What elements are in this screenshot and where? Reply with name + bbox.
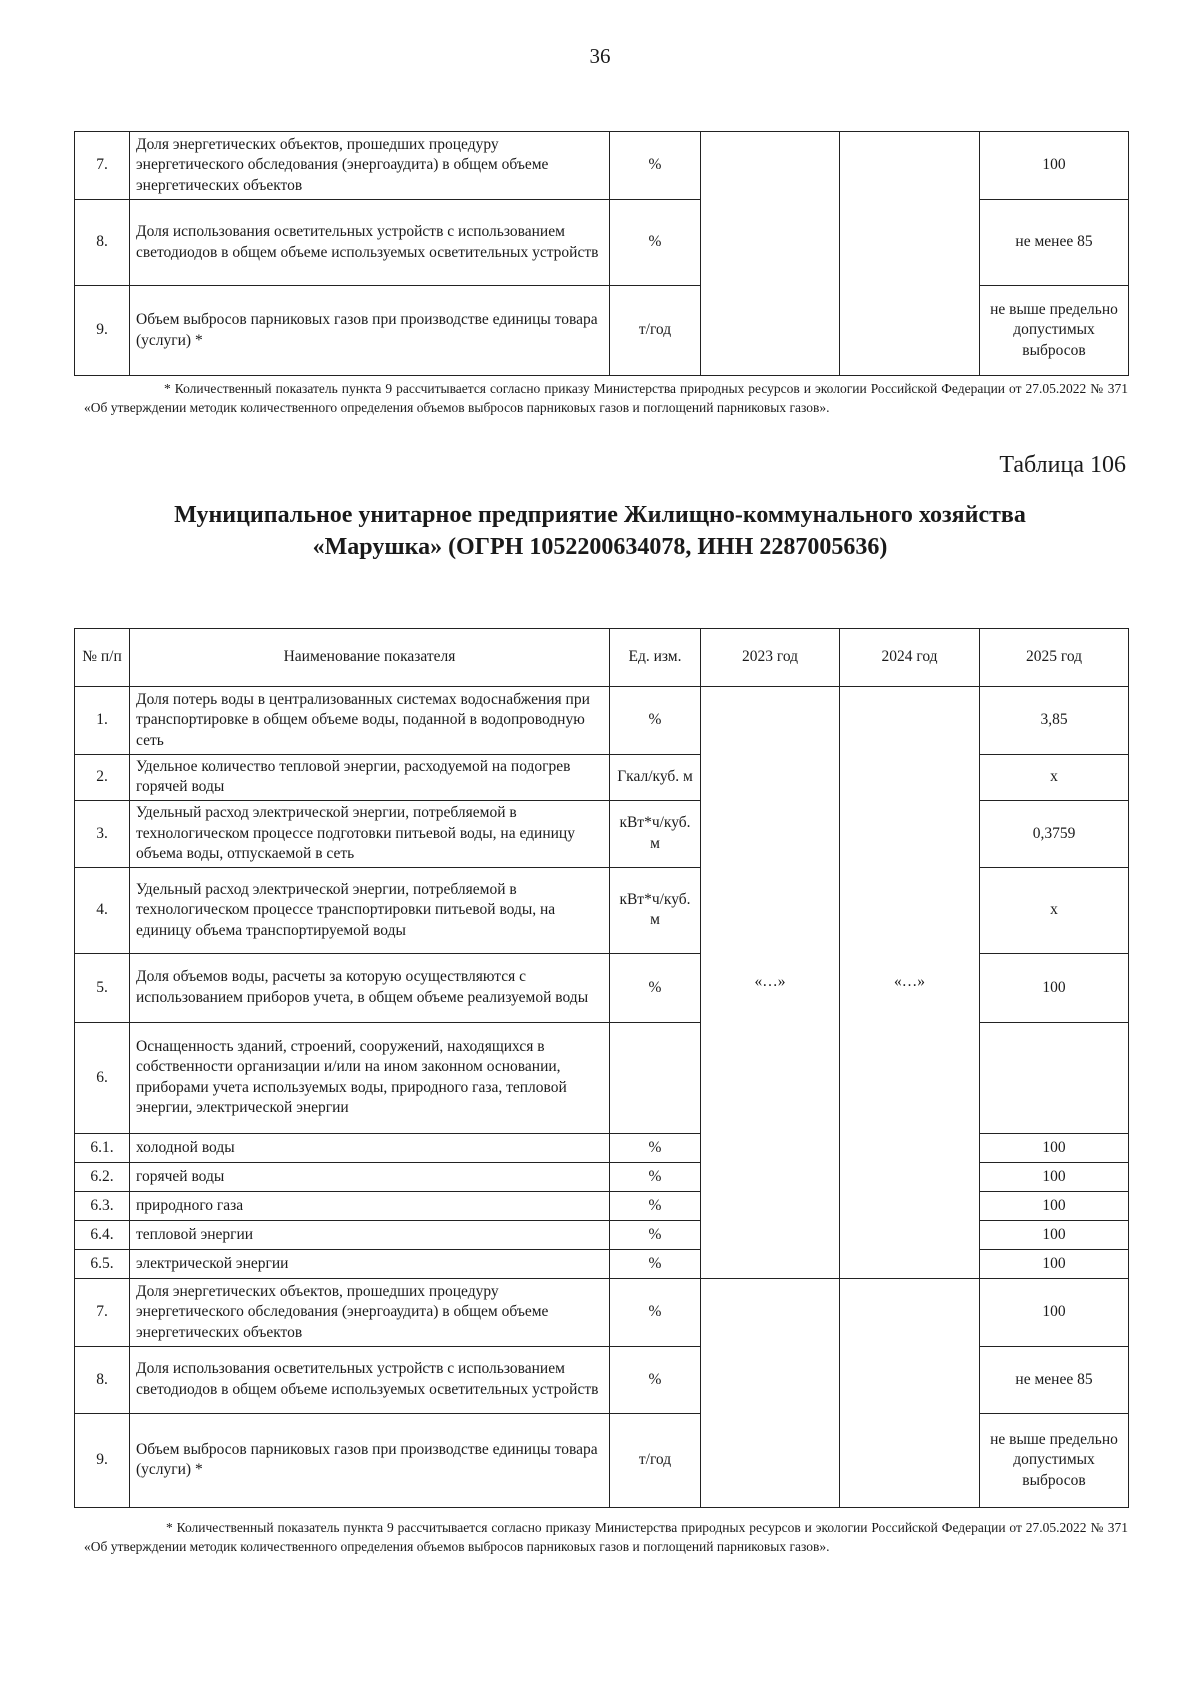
row-number: 3. xyxy=(75,800,130,867)
year-2023-cell xyxy=(701,132,840,376)
indicator-name: холодной воды xyxy=(130,1133,610,1162)
header-2024: 2024 год xyxy=(840,629,980,687)
unit-cell xyxy=(610,1022,701,1133)
header-unit: Ед. изм. xyxy=(610,629,701,687)
header-number: № п/п xyxy=(75,629,130,687)
year-2025-value: 100 xyxy=(980,1220,1129,1249)
row-number: 1. xyxy=(75,687,130,755)
year-2025-value: 100 xyxy=(980,1249,1129,1278)
year-2025-value: не выше предельно допустимых выбросов xyxy=(980,1413,1129,1507)
row-number: 2. xyxy=(75,755,130,801)
unit-cell: % xyxy=(610,1278,701,1346)
row-number: 6.4. xyxy=(75,1220,130,1249)
row-number: 6.2. xyxy=(75,1162,130,1191)
indicator-name: Доля использования осветительных устройств с использованием светодиодов в общем объеме используемых осветительных устройств xyxy=(130,1346,610,1413)
indicator-name: горячей воды xyxy=(130,1162,610,1191)
year-2025-value: х xyxy=(980,867,1129,953)
unit-cell: % xyxy=(610,953,701,1022)
year-2025-value xyxy=(980,1022,1129,1133)
indicator-name: Доля энергетических объектов, прошедших процедуру энергетического обследования (энергоаудита) в общем объеме энергетических объектов xyxy=(130,1278,610,1346)
unit-cell: % xyxy=(610,1249,701,1278)
indicator-name: Доля потерь воды в централизованных системах водоснабжения при транспортировке в общем объеме воды, поданной в водопроводную сеть xyxy=(130,687,610,755)
indicator-name: электрической энергии xyxy=(130,1249,610,1278)
unit-cell: % xyxy=(610,687,701,755)
year-2025-value: 100 xyxy=(980,1278,1129,1346)
page-title xyxy=(0,500,1200,563)
header-name: Наименование показателя xyxy=(130,629,610,687)
year-2025-value: 100 xyxy=(980,1191,1129,1220)
row-number: 6.5. xyxy=(75,1249,130,1278)
year-2025-value: х xyxy=(980,755,1129,801)
unit-cell: % xyxy=(610,1191,701,1220)
unit-cell: % xyxy=(610,1346,701,1413)
header-2023: 2023 год xyxy=(701,629,840,687)
unit-cell: % xyxy=(610,1162,701,1191)
page-number: 36 xyxy=(589,44,611,68)
top-table xyxy=(74,131,1129,376)
row-number: 8. xyxy=(75,1346,130,1413)
unit-cell: т/год xyxy=(610,1413,701,1507)
row-number: 7. xyxy=(75,1278,130,1346)
row-number: 9. xyxy=(75,286,130,376)
unit-cell: % xyxy=(610,1220,701,1249)
unit-cell: кВт*ч/куб. м xyxy=(610,867,701,953)
row-number: 6. xyxy=(75,1022,130,1133)
unit-cell: Гкал/куб. м xyxy=(610,755,701,801)
year-2025-value: 0,3759 xyxy=(980,800,1129,867)
indicator-name: Объем выбросов парниковых газов при производстве единицы товара (услуги) * xyxy=(130,1413,610,1507)
table-row xyxy=(75,132,1129,200)
title-line-2: «Марушка» (ОГРН 1052200634078, ИНН 2287005636) xyxy=(312,533,888,560)
row-number: 6.1. xyxy=(75,1133,130,1162)
year-2025-value: 3,85 xyxy=(980,687,1129,755)
year-2025-value: 100 xyxy=(980,953,1129,1022)
row-number: 9. xyxy=(75,1413,130,1507)
year-2025-value: 100 xyxy=(980,132,1129,200)
row-number: 5. xyxy=(75,953,130,1022)
row-number: 4. xyxy=(75,867,130,953)
unit-cell: т/год xyxy=(610,286,701,376)
row-number: 8. xyxy=(75,200,130,286)
table-row xyxy=(75,687,1129,755)
unit-cell: % xyxy=(610,1133,701,1162)
row-number: 6.3. xyxy=(75,1191,130,1220)
table-label: Таблица 106 xyxy=(999,452,1126,478)
title-line-1: Муниципальное унитарное предприятие Жилищно-коммунального хозяйства xyxy=(174,502,1026,528)
year-2024-cell xyxy=(840,1278,980,1507)
unit-cell: кВт*ч/куб. м xyxy=(610,800,701,867)
footnote-top: * Количественный показатель пункта 9 рассчитывается согласно приказу Министерства природных ресурсов и экологии Российской Федерации от 27.05.2022 № 371 «Об утверждении методик количественного определения объемов выбросов парниковых газов и поглощений парниковых газов». xyxy=(84,381,1128,416)
year-2025-value: 100 xyxy=(980,1133,1129,1162)
indicator-name: Объем выбросов парниковых газов при производстве единицы товара (услуги) * xyxy=(130,286,610,376)
year-2023-cell xyxy=(701,1278,840,1507)
year-2025-value: не менее 85 xyxy=(980,1346,1129,1413)
indicator-name: Удельное количество тепловой энергии, расходуемой на подогрев горячей воды xyxy=(130,755,610,801)
indicator-name: Оснащенность зданий, строений, сооружений, находящихся в собственности организации и/или на ином законном основании, приборами учета используемых воды, природного газа, тепловой энергии, электрической энергии xyxy=(130,1022,610,1133)
unit-cell: % xyxy=(610,132,701,200)
indicator-name: Доля объемов воды, расчеты за которую осуществляются с использованием приборов учета, в общем объеме реализуемой воды xyxy=(130,953,610,1022)
year-2023-merged: «…» xyxy=(701,687,840,1279)
year-2025-value: 100 xyxy=(980,1162,1129,1191)
row-number: 7. xyxy=(75,132,130,200)
year-2025-value: не менее 85 xyxy=(980,200,1129,286)
unit-cell: % xyxy=(610,200,701,286)
footnote-bottom: * Количественный показатель пункта 9 рассчитывается согласно приказу Министерства природных ресурсов и экологии Российской Федерации от 27.05.2022 № 371 «Об утверждении методик количественного определения объемов выбросов парниковых газов и поглощений парниковых газов». xyxy=(84,1520,1128,1555)
indicator-name: Удельный расход электрической энергии, потребляемой в технологическом процессе подготовки питьевой воды, на единицу объема воды, отпускаемой в сеть xyxy=(130,800,610,867)
indicator-name: природного газа xyxy=(130,1191,610,1220)
year-2024-merged: «…» xyxy=(840,687,980,1279)
header-2025: 2025 год xyxy=(980,629,1129,687)
year-2024-cell xyxy=(840,132,980,376)
table-row xyxy=(75,1278,1129,1346)
indicator-name: Доля энергетических объектов, прошедших процедуру энергетического обследования (энергоаудита) в общем объеме энергетических объектов xyxy=(130,132,610,200)
indicator-name: Доля использования осветительных устройств с использованием светодиодов в общем объеме используемых осветительных устройств xyxy=(130,200,610,286)
indicator-name: Удельный расход электрической энергии, потребляемой в технологическом процессе транспортировки питьевой воды, на единицу объема транспортируемой воды xyxy=(130,867,610,953)
main-table xyxy=(74,628,1129,1508)
indicator-name: тепловой энергии xyxy=(130,1220,610,1249)
year-2025-value: не выше предельно допустимых выбросов xyxy=(980,286,1129,376)
table-header-row xyxy=(75,629,1129,687)
